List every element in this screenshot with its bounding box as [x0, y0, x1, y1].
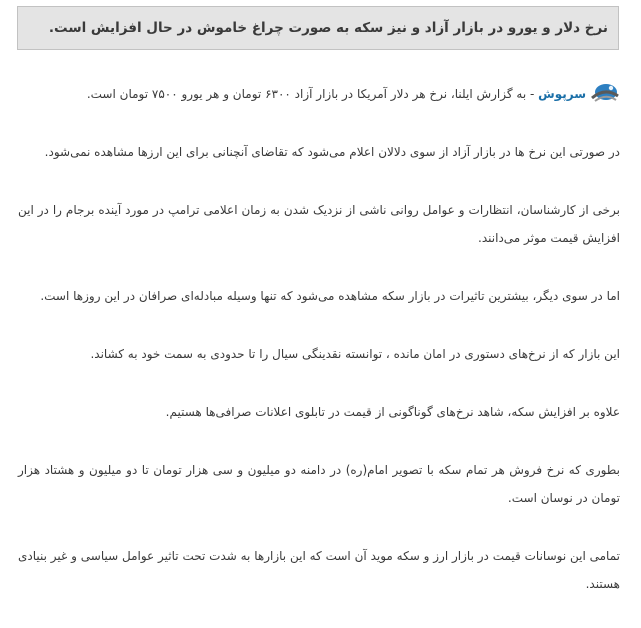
lead-text: - به گزارش ایلنا، نرخ هر دلار آمریکا در بازار آزاد ۶۳۰۰ تومان و هر یورو ۷۵۰۰ تومان است.: [86, 87, 539, 101]
paragraph: برخی از کارشناسان، انتظارات و عوامل روانی ناشی از نزدیک شدن به زمان اعلامی ترامپ در مورد آینده برجام را در این افزایش قیمت موثر می‌دانند.: [18, 203, 620, 245]
paragraph: تمامی این نوسانات قیمت در بازار ارز و سکه موید آن است که این بازارها به شدت تحت تاثیر عوامل سیاسی و غیر بنیادی هستند.: [18, 549, 620, 591]
headline-box: [17, 6, 619, 50]
paragraph: اما در سوی دیگر، بیشترین تاثیرات در بازار سکه مشاهده می‌شود که تنها وسیله مبادله‌ای صرافان در این روزها است.: [40, 289, 620, 303]
sarpoosh-logo-icon: [590, 81, 620, 107]
paragraph: در صورتی این نرخ ها در بازار آزاد از سوی دلالان اعلام می‌شود که تقاضای آنچنانی برای این ارزها مشاهده نمی‌شود.: [44, 145, 620, 159]
paragraph: این بازار که از نرخ‌های دستوری در امان مانده ، توانسته نقدینگی سیال را تا حدودی به سمت خود به کشاند.: [90, 347, 620, 361]
article-body: [18, 80, 620, 628]
paragraph: بطوری که نرخ فروش هر تمام سکه با تصویر امام(ره) در دامنه دو میلیون و سی هزار تومان تا دو میلیون و هشتاد هزار تومان در نوسان است.: [18, 463, 620, 505]
paragraph: علاوه بر افزایش سکه، شاهد نرخ‌های گوناگونی از قیمت در تابلوی اعلانات صرافی‌ها هستیم.: [165, 405, 620, 419]
agency-name: سرپوش: [538, 87, 586, 101]
lead-paragraph: [18, 80, 620, 108]
headline: نرخ دلار و یورو در بازار آزاد و نیز سکه به صورت چراغ خاموش در حال افزایش است.: [48, 20, 608, 36]
